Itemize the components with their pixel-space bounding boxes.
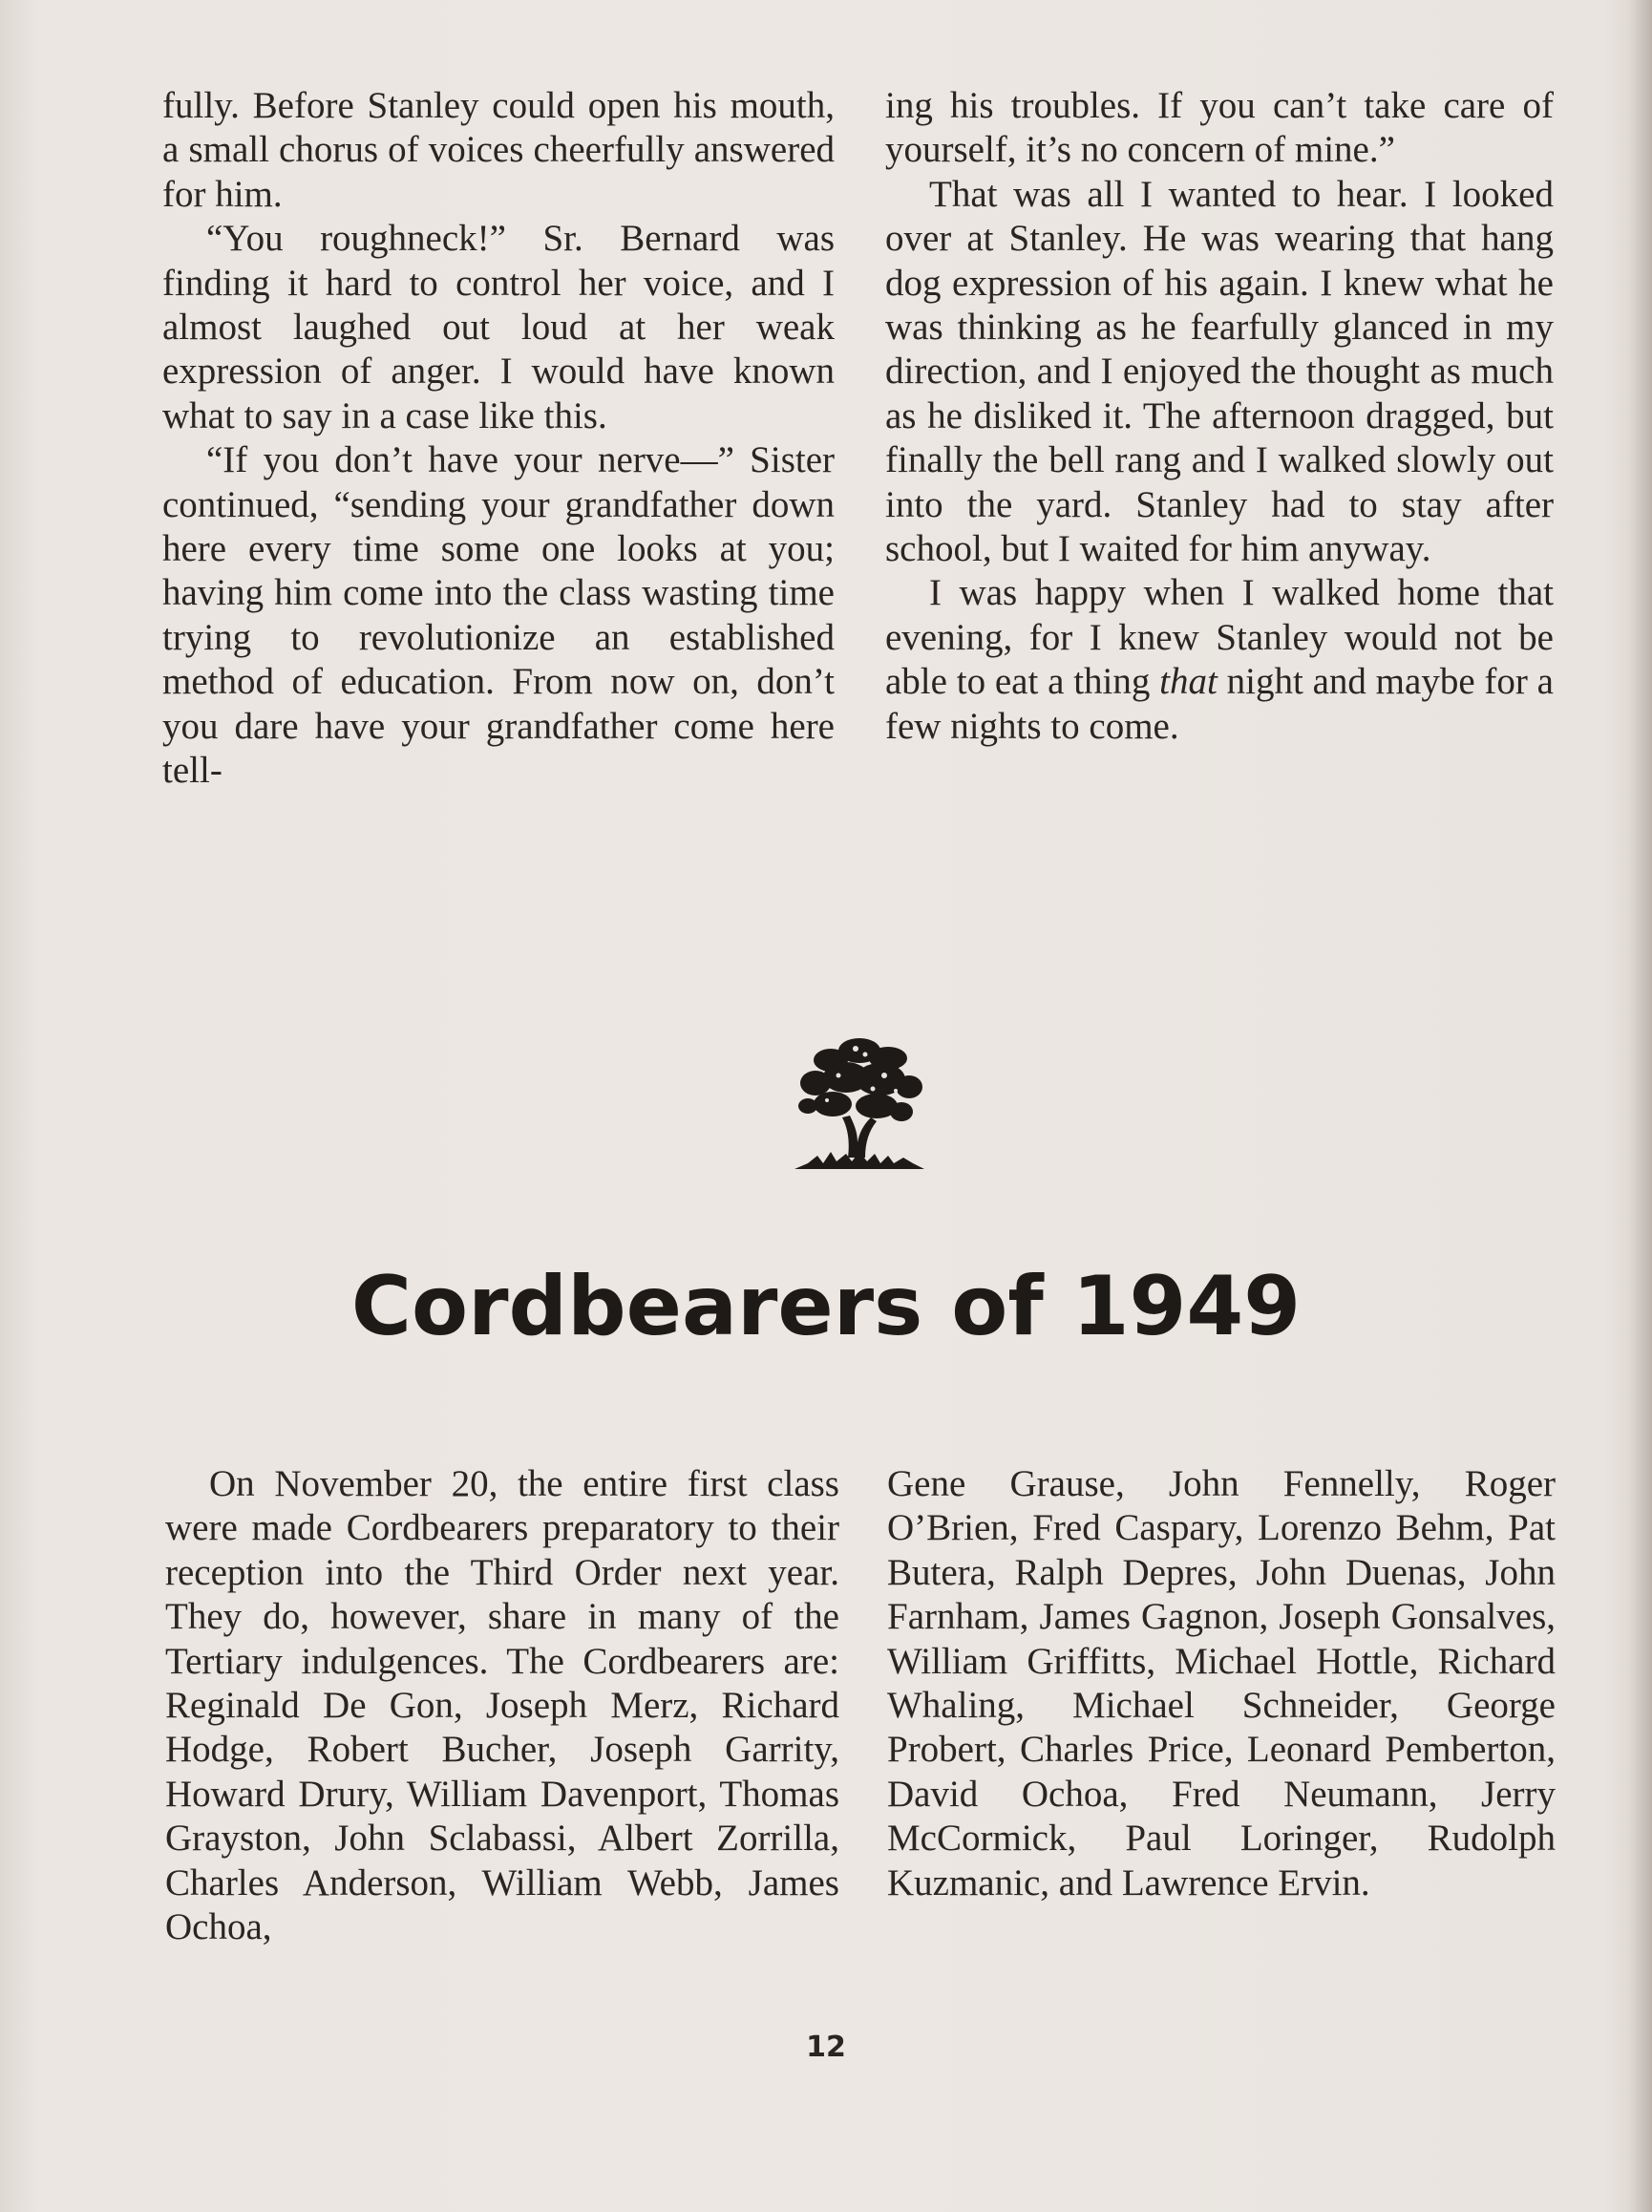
story-paragraph: That was all I wanted to hear. I looked over at Stanley. He was wearing that hang dog expression of his again. I knew what he was thinking as he fearfully glanced in my direction, and I enjoyed the thought as much as he disliked it. The afternoon dragged, but finally the bell rang and I walked slowly out into the yard. Stanley had to stay after school, but I waited for him anyway. — [885, 173, 1554, 570]
tree-icon — [789, 1033, 930, 1175]
cordbearers-paragraph: On November 20, the entire first class were made Cordbearers preparatory to their reception into the Third Order next year. They do, however, share in many of the Tertiary indulgences. The Cordbearers are: Reginald De Gon, Joseph Merz, Richard Hodge, Robert Bucher, Joseph Garrity, Howard Drury, William Davenport, Thomas Grayston, John Sclabassi, Albert Zorrilla, Charles Anderson, William Webb, James Ochoa, — [165, 1463, 839, 1948]
story-text: I was happy when I walked home that evening, for I knew Stanley would not be able to eat a thing — [885, 572, 1554, 703]
story-text: night and maybe for a few nights to come. — [885, 661, 1554, 747]
story-paragraph: fully. Before Stanley could open his mouth, a small chorus of voices cheerfully answered for him. — [162, 85, 835, 215]
cordbearers-paragraph: Gene Grause, John Fennelly, Roger O’Brien, Fred Caspary, Lorenzo Behm, Pat Butera, Ralph Depres, John Duenas, John Farnham, James Gagnon, Joseph Gonsalves, William Griffitts, Michael Hottle, Richard Whaling, Michael Schneider, George Probert, Charles Price, Leonard Pemberton, David Ochoa, Fred Neumann, Jerry McCormick, Paul Loringer, Rudolph Kuzmanic, and Lawrence Ervin. — [887, 1463, 1556, 1904]
cordbearers-right-column — [887, 1462, 1556, 1905]
story-paragraph — [885, 571, 1554, 749]
section-title: Cordbearers of 1949 — [350, 1259, 1302, 1354]
story-left-column — [162, 84, 835, 794]
story-paragraph: “You roughneck!” Sr. Bernard was finding it hard to control her voice, and I almost laughed out loud at her weak expression of anger. I would have known what to say in a case like this. — [162, 218, 835, 436]
page-edge-shadow — [1629, 0, 1652, 2212]
story-right-column — [885, 84, 1554, 749]
story-emphasis: that — [1159, 661, 1218, 703]
cordbearers-left-column — [165, 1462, 839, 1949]
story-paragraph: ing his troubles. If you can’t take care of yourself, it’s no concern of mine.” — [885, 85, 1554, 171]
page-number: 12 — [806, 2031, 846, 2064]
story-paragraph: “If you don’t have your nerve—” Sister continued, “sending your grandfather down here every time some one looks at you; having him come into the class wasting time trying to revolutionize an established method of education. From now on, don’t you dare have your grandfather come here tell- — [162, 439, 835, 792]
